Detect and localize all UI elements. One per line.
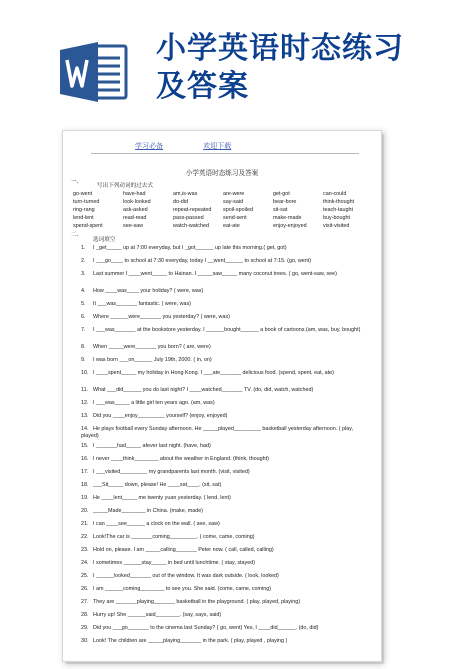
- verb-cell: send-sent: [223, 215, 247, 221]
- title-line-2: 及答案: [156, 69, 249, 104]
- verb-cell: get-got: [273, 191, 290, 197]
- question-text: Look! The children are _____playing_______ in the park. ( play, played , playing ): [93, 638, 288, 644]
- question-item: [81, 586, 371, 593]
- question-text: ___Sit_____ down, please! He ____sat____. (sit, sat): [93, 482, 222, 488]
- question-number: 6.: [81, 314, 86, 320]
- question-number: 13.: [81, 413, 89, 419]
- question-text: Did you ___go_______ to the cinema last Sunday? ( go, went) Yes, I ____did______. (do, did): [93, 625, 319, 631]
- verb-cell: are-were: [223, 191, 245, 197]
- verb-cell: visit-visited: [323, 223, 350, 229]
- question-text: It ___was_______ fantastic. ( were, was): [93, 301, 191, 307]
- verb-cell: sit-sat: [273, 207, 288, 213]
- question-number: 10.: [81, 370, 89, 376]
- question-text: Last summer I ____went_____ to Hainan. I _____saw_____ many coconut trees. ( go, went-saw, see): [93, 271, 337, 277]
- question-text: I ___was_____ a little girl ten years ago. (am, was): [93, 400, 215, 406]
- question-text: I ___go____ to school at 7:30 everyday, today I __went______ to school at 7:15. (go, went): [93, 258, 312, 264]
- header-link-download[interactable]: 欢迎下载: [203, 142, 232, 150]
- question-number: 23.: [81, 547, 89, 553]
- header-divider: [91, 153, 359, 154]
- question-number: 4.: [81, 288, 86, 294]
- question-number: 18.: [81, 482, 89, 488]
- question-item: [81, 625, 371, 632]
- question-text: Did you ____enjoy_________ yourself? (enjoy, enjoyed): [93, 413, 228, 419]
- question-item: [81, 301, 371, 308]
- question-number: 27.: [81, 599, 89, 605]
- question-text: I can ____see______ a clock on the wall. ( see, saw): [93, 521, 220, 527]
- question-item: [81, 344, 371, 351]
- question-number: 24.: [81, 560, 89, 566]
- question-number: 5.: [81, 301, 86, 307]
- question-item: [81, 573, 371, 580]
- question-number: 17.: [81, 469, 89, 475]
- verb-cell: think-thought: [323, 199, 355, 205]
- verb-cell: have-had: [123, 191, 146, 197]
- question-number: 11.: [81, 387, 89, 393]
- question-number: 30.: [81, 638, 89, 644]
- title-line-1: 小学英语时态练习: [156, 31, 404, 66]
- question-text: When _____were_______ you born? ( are, were): [93, 344, 211, 350]
- question-text: I never ____think________ about the weather in England. (think, thought): [93, 456, 269, 462]
- verb-cell: watch-watched: [173, 223, 209, 229]
- verb-row: [73, 207, 373, 214]
- question-text: They are _______playing_______ basketball in the playground. ( play, played, playing): [93, 599, 300, 605]
- question-text: Hold on, please. I am _____calling_______ Peter now. ( call, called, calling): [93, 547, 274, 553]
- verb-cell: say-said: [223, 199, 244, 205]
- question-item: [81, 258, 371, 265]
- question-number: 8.: [81, 344, 86, 350]
- verb-cell: lend-lent: [73, 215, 94, 221]
- question-item: [81, 508, 371, 515]
- verb-cell: repeat-repeated: [173, 207, 212, 213]
- question-number: 3.: [81, 271, 86, 277]
- question-item: [81, 534, 371, 541]
- question-text: How ____was____ your holiday? ( were, was): [93, 288, 204, 294]
- question-text: He ____lent_____ me twenty yuan yesterday. ( lend, lent): [93, 495, 231, 501]
- question-item: [81, 547, 371, 554]
- verb-cell: bear-bore: [273, 199, 297, 205]
- verb-row: [73, 223, 373, 230]
- verb-cell: buy-bought: [323, 215, 350, 221]
- verb-cell: turn-turned: [73, 199, 100, 205]
- verb-cell: teach-taught: [323, 207, 353, 213]
- question-number: 21.: [81, 521, 89, 527]
- section-2-number: 二、: [71, 232, 83, 238]
- word-document-icon: [58, 36, 130, 108]
- question-item: [81, 400, 371, 407]
- verb-cell: spend-spent: [73, 223, 103, 229]
- question-item: [81, 245, 371, 252]
- document-title: [156, 30, 456, 106]
- question-item: [81, 599, 371, 606]
- question-number: 20.: [81, 508, 89, 514]
- verb-cell: can-could: [323, 191, 347, 197]
- verb-cell: ring-rang: [73, 207, 95, 213]
- question-item: [81, 521, 371, 528]
- question-text: I was born ___on______ July 19th, 2000. ( in, on): [93, 357, 212, 363]
- question-text: Where ______were_______ you yesterday? ( were, was): [93, 314, 230, 320]
- verb-cell: ask-asked: [123, 207, 148, 213]
- question-text: I sometimes ______stay_____ in bed until lunchtime. ( stay, stayed): [93, 560, 256, 566]
- question-text: I _get_____ up at 7:00 everyday, but I _got______ up late this morning.( get, got): [93, 245, 287, 251]
- question-item: [81, 314, 371, 321]
- section-2-heading: 选词填空: [93, 237, 116, 243]
- page-title: 小学英语时态练习及答案: [185, 169, 259, 177]
- question-text: _____Made________ in China. (make, made): [93, 508, 203, 514]
- verb-cell: pass-passed: [173, 215, 204, 221]
- verb-cell: look-looked: [123, 199, 151, 205]
- verb-cell: read-read: [123, 215, 147, 221]
- question-number: 22.: [81, 534, 89, 540]
- question-text: I ______looked_______ out of the window. It was dark outside. ( look, looked): [93, 573, 279, 579]
- question-item: [81, 456, 371, 463]
- section-1-number: 一、: [71, 179, 83, 185]
- question-item: [81, 370, 371, 377]
- verb-row: [73, 199, 373, 206]
- question-item: [81, 327, 371, 334]
- question-text: I am ______coming________ to see you. She said. (come, came, coming): [93, 586, 271, 592]
- question-number: 1.: [81, 245, 86, 251]
- header-link-study[interactable]: 学习必备: [135, 142, 163, 150]
- question-item: [81, 387, 371, 394]
- question-number: 29.: [81, 625, 89, 631]
- verb-cell: am,is-was: [173, 191, 198, 197]
- question-item: [81, 612, 371, 619]
- document-page: [62, 130, 382, 662]
- question-text: He plays football every Sunday afternoon. He _____played_________ basketball yesterday afternoon. ( play, played): [81, 426, 354, 439]
- question-number: 19.: [81, 495, 89, 501]
- question-item: [81, 288, 371, 295]
- question-number: 7.: [81, 327, 86, 333]
- question-number: 12.: [81, 400, 89, 406]
- question-item: [81, 638, 371, 645]
- verb-row: [73, 215, 373, 222]
- verb-cell: enjoy-enjoyed: [273, 223, 307, 229]
- question-number: 14.: [81, 426, 89, 432]
- question-text: I _______had_____ afever last night. (have, had): [93, 443, 211, 449]
- verb-cell: do-did: [173, 199, 188, 205]
- question-number: 15.: [81, 443, 89, 449]
- question-item: [81, 495, 371, 502]
- question-item: [81, 560, 371, 567]
- question-item: [81, 413, 371, 420]
- verb-cell: see-saw: [123, 223, 144, 229]
- verb-cell: make-made: [273, 215, 302, 221]
- question-text: Look!The car is _______coming_________. ( come, came, coming): [93, 534, 255, 540]
- question-item: [81, 443, 371, 450]
- question-text: I ___was_______ at the bookstore yesterday. I ______bought______ a book of cartoons.(am, was, buy, bought): [93, 327, 361, 333]
- question-number: 16.: [81, 456, 89, 462]
- question-item: [81, 469, 371, 476]
- question-number: 26.: [81, 586, 89, 592]
- verb-row: [73, 191, 373, 198]
- question-item: [81, 426, 371, 440]
- question-text: I ___visited_________ my grandparents last month. (visit, visited): [93, 469, 250, 475]
- question-text: What ___did______ you do last night? I ____watched_______ TV. (do, did, watch, watched): [93, 387, 314, 393]
- question-number: 9.: [81, 357, 86, 363]
- question-number: 28.: [81, 612, 89, 618]
- question-number: 2.: [81, 258, 86, 264]
- question-text: Hurry up! She ______said________. (say, says, said): [93, 612, 222, 618]
- question-item: [81, 357, 371, 364]
- verb-cell: go-went: [73, 191, 93, 197]
- section-1-heading: 写出下列动词的过去式: [97, 183, 153, 189]
- banner: [0, 0, 474, 120]
- question-item: [81, 482, 371, 489]
- question-text: I ____spent_____ my holiday in Hong Kong. I ___ate_______ delicious food. (spend, spent, eat, ate): [93, 370, 334, 376]
- header-links: [135, 141, 269, 151]
- verb-cell: eat-ate: [223, 223, 240, 229]
- question-number: 25.: [81, 573, 89, 579]
- question-item: [81, 271, 371, 278]
- verb-cell: spoil-spoiled: [223, 207, 253, 213]
